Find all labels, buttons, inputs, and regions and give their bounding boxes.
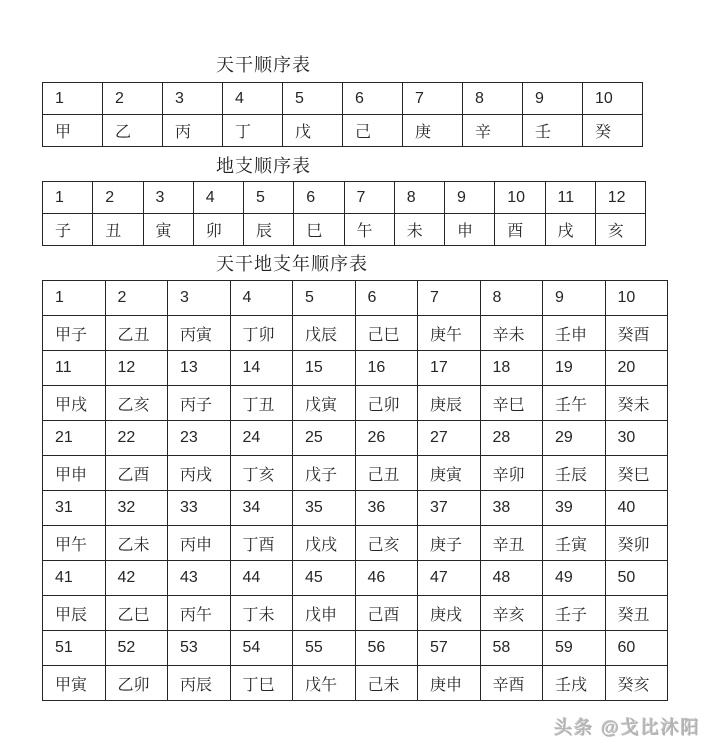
table-cell: 1 [43, 83, 103, 115]
table-cell: 10 [605, 281, 668, 316]
table-cell: 甲寅 [43, 666, 106, 701]
table-cell: 1 [43, 182, 93, 214]
table-cell: 辛卯 [480, 456, 543, 491]
table-cell: 己巳 [355, 316, 418, 351]
table-cell: 癸卯 [605, 526, 668, 561]
table-cell: 12 [105, 351, 168, 386]
table-cell: 丙子 [168, 386, 231, 421]
table-row [43, 596, 668, 631]
table-cell: 30 [605, 421, 668, 456]
table-cell: 丁巳 [230, 666, 293, 701]
table-cell: 39 [543, 491, 606, 526]
table-cell: 46 [355, 561, 418, 596]
table-cell: 37 [418, 491, 481, 526]
table-row [43, 526, 668, 561]
table-cell: 亥 [595, 214, 645, 246]
table-row [43, 666, 668, 701]
table-cell: 47 [418, 561, 481, 596]
table-cell: 2 [93, 182, 143, 214]
table-cell: 乙亥 [105, 386, 168, 421]
table-cell: 丙辰 [168, 666, 231, 701]
table-cell: 35 [293, 491, 356, 526]
table-cell: 22 [105, 421, 168, 456]
table-cell: 丙 [163, 115, 223, 147]
table-cell: 甲子 [43, 316, 106, 351]
table-cell: 癸亥 [605, 666, 668, 701]
table-cell: 7 [403, 83, 463, 115]
table-cell: 酉 [495, 214, 545, 246]
table-cell: 戊 [283, 115, 343, 147]
table-cell: 43 [168, 561, 231, 596]
table-cell: 9 [523, 83, 583, 115]
table-cell: 23 [168, 421, 231, 456]
table-cell: 9 [445, 182, 495, 214]
table-cell: 10 [583, 83, 643, 115]
table-cell: 6 [355, 281, 418, 316]
table-row [43, 115, 643, 147]
table-cell: 41 [43, 561, 106, 596]
table-cell: 59 [543, 631, 606, 666]
table-cell: 己 [343, 115, 403, 147]
table-cell: 24 [230, 421, 293, 456]
table-cell: 34 [230, 491, 293, 526]
table-cell: 乙丑 [105, 316, 168, 351]
table-cell: 辛未 [480, 316, 543, 351]
table-row [43, 491, 668, 526]
table-cell: 14 [230, 351, 293, 386]
table-cell: 33 [168, 491, 231, 526]
table-cell: 丙寅 [168, 316, 231, 351]
table-cell: 18 [480, 351, 543, 386]
table-cell: 卯 [193, 214, 243, 246]
table-cell: 未 [394, 214, 444, 246]
table-cell: 16 [355, 351, 418, 386]
table-cell: 庚午 [418, 316, 481, 351]
heavenly-stems-table-title: 天干顺序表 [216, 55, 311, 75]
table-cell: 丙申 [168, 526, 231, 561]
table-cell: 53 [168, 631, 231, 666]
table-cell: 辛丑 [480, 526, 543, 561]
table-cell: 21 [43, 421, 106, 456]
table-cell: 庚辰 [418, 386, 481, 421]
table-cell: 午 [344, 214, 394, 246]
table-cell: 戊申 [293, 596, 356, 631]
table-row [43, 456, 668, 491]
table-cell: 13 [168, 351, 231, 386]
table-row [43, 631, 668, 666]
table-cell: 5 [283, 83, 343, 115]
table-cell: 8 [463, 83, 523, 115]
table-cell: 12 [595, 182, 645, 214]
table-cell: 31 [43, 491, 106, 526]
earthly-branches-table [42, 181, 646, 246]
table-cell: 58 [480, 631, 543, 666]
table-cell: 子 [43, 214, 93, 246]
table-row [43, 281, 668, 316]
table-cell: 丙戌 [168, 456, 231, 491]
table-cell: 甲 [43, 115, 103, 147]
table-cell: 45 [293, 561, 356, 596]
table-cell: 巳 [294, 214, 344, 246]
table-cell: 11 [43, 351, 106, 386]
table-cell: 庚子 [418, 526, 481, 561]
table-cell: 6 [343, 83, 403, 115]
table-cell: 50 [605, 561, 668, 596]
table-cell: 壬辰 [543, 456, 606, 491]
table-cell: 癸丑 [605, 596, 668, 631]
table-cell: 26 [355, 421, 418, 456]
table-cell: 癸巳 [605, 456, 668, 491]
table-cell: 丑 [93, 214, 143, 246]
table-cell: 乙巳 [105, 596, 168, 631]
table-cell: 25 [293, 421, 356, 456]
sexagenary-year-cycle-table [42, 280, 668, 701]
table-cell: 9 [543, 281, 606, 316]
table-cell: 戊辰 [293, 316, 356, 351]
table-row [43, 316, 668, 351]
table-cell: 辛酉 [480, 666, 543, 701]
table-cell: 8 [394, 182, 444, 214]
table-cell: 4 [193, 182, 243, 214]
table-cell: 己卯 [355, 386, 418, 421]
table-cell: 庚戌 [418, 596, 481, 631]
table-cell: 49 [543, 561, 606, 596]
table-cell: 17 [418, 351, 481, 386]
table-cell: 42 [105, 561, 168, 596]
table-cell: 28 [480, 421, 543, 456]
table-cell: 戊戌 [293, 526, 356, 561]
table-cell: 5 [244, 182, 294, 214]
table-cell: 壬午 [543, 386, 606, 421]
table-cell: 己未 [355, 666, 418, 701]
table-cell: 辰 [244, 214, 294, 246]
table-row [43, 182, 646, 214]
table-cell: 52 [105, 631, 168, 666]
table-cell: 丁亥 [230, 456, 293, 491]
sexagenary-year-cycle-table-title: 天干地支年顺序表 [216, 254, 368, 274]
table-cell: 癸未 [605, 386, 668, 421]
table-cell: 4 [223, 83, 283, 115]
table-cell: 32 [105, 491, 168, 526]
table-cell: 51 [43, 631, 106, 666]
table-cell: 54 [230, 631, 293, 666]
table-cell: 乙 [103, 115, 163, 147]
table-cell: 甲辰 [43, 596, 106, 631]
table-cell: 甲午 [43, 526, 106, 561]
table-cell: 38 [480, 491, 543, 526]
table-cell: 己酉 [355, 596, 418, 631]
table-cell: 寅 [143, 214, 193, 246]
table-cell: 辛巳 [480, 386, 543, 421]
table-cell: 20 [605, 351, 668, 386]
table-cell: 甲申 [43, 456, 106, 491]
table-cell: 10 [495, 182, 545, 214]
table-cell: 2 [103, 83, 163, 115]
table-cell: 56 [355, 631, 418, 666]
table-cell: 15 [293, 351, 356, 386]
toutiao-watermark: 头条 @戈比沐阳 [554, 718, 701, 738]
table-cell: 戌 [545, 214, 595, 246]
table-cell: 36 [355, 491, 418, 526]
table-cell: 29 [543, 421, 606, 456]
table-cell: 7 [418, 281, 481, 316]
table-cell: 57 [418, 631, 481, 666]
table-cell: 丁丑 [230, 386, 293, 421]
table-row [43, 214, 646, 246]
table-row [43, 421, 668, 456]
table-cell: 3 [143, 182, 193, 214]
table-cell: 19 [543, 351, 606, 386]
table-cell: 癸 [583, 115, 643, 147]
table-cell: 壬子 [543, 596, 606, 631]
table-cell: 44 [230, 561, 293, 596]
table-cell: 庚 [403, 115, 463, 147]
table-cell: 27 [418, 421, 481, 456]
table-row [43, 561, 668, 596]
table-cell: 甲戌 [43, 386, 106, 421]
table-cell: 丁未 [230, 596, 293, 631]
table-cell: 丙午 [168, 596, 231, 631]
table-cell: 丁卯 [230, 316, 293, 351]
table-cell: 3 [163, 83, 223, 115]
table-cell: 11 [545, 182, 595, 214]
table-cell: 辛亥 [480, 596, 543, 631]
table-cell: 40 [605, 491, 668, 526]
table-cell: 己丑 [355, 456, 418, 491]
table-cell: 戊寅 [293, 386, 356, 421]
table-cell: 壬戌 [543, 666, 606, 701]
table-cell: 庚申 [418, 666, 481, 701]
earthly-branches-table-title: 地支顺序表 [216, 156, 311, 176]
table-cell: 8 [480, 281, 543, 316]
table-cell: 48 [480, 561, 543, 596]
table-row [43, 386, 668, 421]
table-cell: 1 [43, 281, 106, 316]
table-cell: 乙卯 [105, 666, 168, 701]
table-cell: 庚寅 [418, 456, 481, 491]
table-cell: 壬申 [543, 316, 606, 351]
table-cell: 壬 [523, 115, 583, 147]
table-cell: 癸酉 [605, 316, 668, 351]
table-cell: 己亥 [355, 526, 418, 561]
table-cell: 5 [293, 281, 356, 316]
table-cell: 壬寅 [543, 526, 606, 561]
table-cell: 55 [293, 631, 356, 666]
table-cell: 乙酉 [105, 456, 168, 491]
table-cell: 4 [230, 281, 293, 316]
table-cell: 6 [294, 182, 344, 214]
table-cell: 3 [168, 281, 231, 316]
table-cell: 乙未 [105, 526, 168, 561]
table-cell: 戊子 [293, 456, 356, 491]
table-row [43, 83, 643, 115]
table-cell: 戊午 [293, 666, 356, 701]
table-cell: 2 [105, 281, 168, 316]
heavenly-stems-table [42, 82, 643, 147]
table-cell: 丁酉 [230, 526, 293, 561]
table-cell: 7 [344, 182, 394, 214]
table-cell: 60 [605, 631, 668, 666]
table-cell: 辛 [463, 115, 523, 147]
table-row [43, 351, 668, 386]
table-cell: 申 [445, 214, 495, 246]
table-cell: 丁 [223, 115, 283, 147]
